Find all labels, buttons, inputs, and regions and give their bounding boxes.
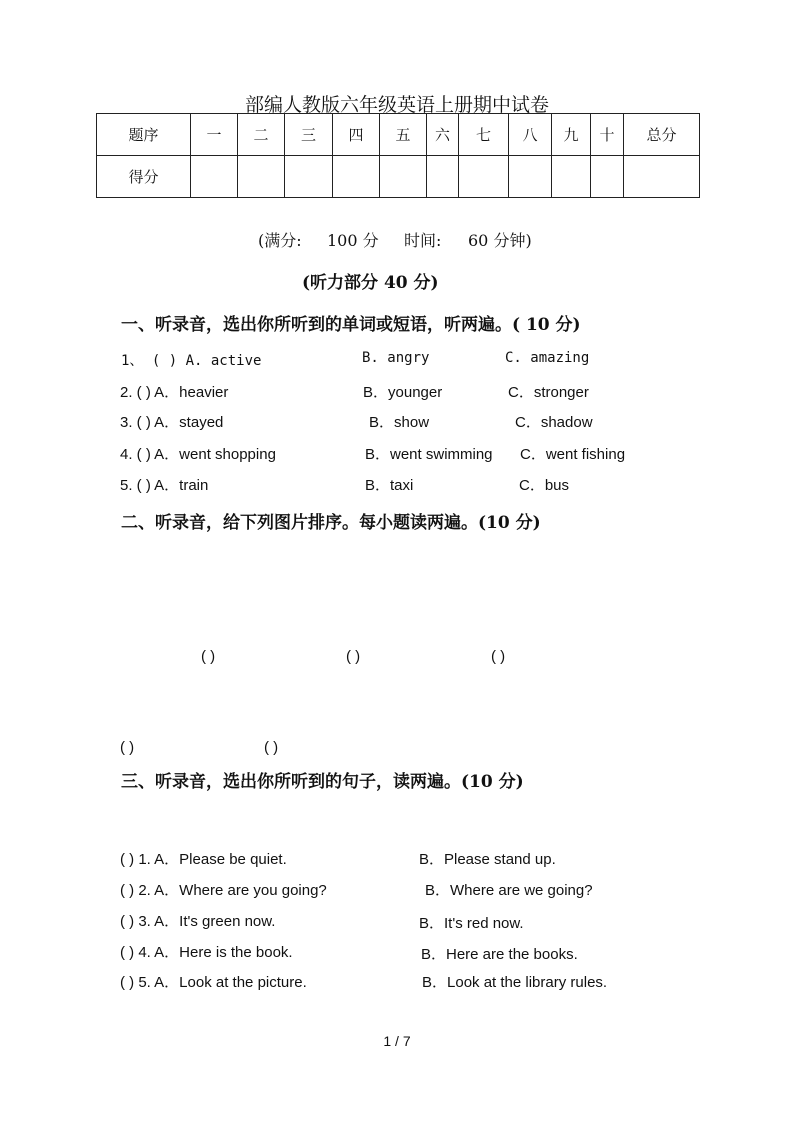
sentence-5-b: B．Look at the library rules. [422, 974, 608, 991]
question-5-c: C．bus [519, 477, 570, 494]
score-cell [333, 156, 380, 198]
header-cell: 三 [285, 114, 333, 156]
time-label: 时间: [404, 231, 442, 250]
row-label: 得分 [97, 156, 191, 198]
score-cell [624, 156, 700, 198]
score-cell [427, 156, 459, 198]
header-cell: 总分 [624, 114, 700, 156]
header-cell: 九 [552, 114, 591, 156]
picture-order-blank-5[interactable]: ( ) [264, 739, 279, 756]
score-cell [238, 156, 285, 198]
header-cell: 四 [333, 114, 380, 156]
score-cell [552, 156, 591, 198]
question-1-b: B. angry [362, 350, 430, 366]
score-cell [380, 156, 427, 198]
page-number: 1 / 7 [383, 1033, 411, 1049]
header-cell: 题序 [97, 114, 191, 156]
sentence-2-b: B．Where are we going? [425, 882, 593, 899]
picture-order-blank-3[interactable]: ( ) [491, 648, 506, 665]
score-cell [591, 156, 624, 198]
listening-part-label: (听力部分 40 分) [302, 273, 439, 293]
question-2-c: C．stronger [508, 384, 589, 401]
time-value: 60 分钟) [468, 231, 532, 250]
header-cell: 五 [380, 114, 427, 156]
header-cell: 八 [509, 114, 552, 156]
header-cell: 六 [427, 114, 459, 156]
section3-heading: 三、听录音，选出你所听到的句子，读两遍。(10 分) [121, 772, 524, 792]
question-5-b: B．taxi [365, 477, 414, 494]
section2-heading: 二、听录音，给下列图片排序。每小题读两遍。(10 分) [121, 513, 541, 533]
score-table-score-row [97, 156, 700, 198]
header-cell: 一 [191, 114, 238, 156]
sentence-4-a: ( ) 4. A．Here is the book. [120, 944, 293, 961]
sentence-5-a: ( ) 5. A．Look at the picture. [120, 974, 307, 991]
picture-order-blank-2[interactable]: ( ) [346, 648, 361, 665]
sentence-2-a: ( ) 2. A．Where are you going? [120, 882, 327, 899]
score-cell [509, 156, 552, 198]
question-2-a: 2. ( ) A．heavier [120, 384, 229, 401]
sentence-1-b: B．Please stand up. [419, 851, 556, 868]
question-3-a: 3. ( ) A．stayed [120, 414, 224, 431]
score-cell [285, 156, 333, 198]
sentence-3-a: ( ) 3. A．It's green now. [120, 913, 276, 930]
score-table [96, 113, 700, 198]
full-score-label: (满分: [258, 231, 302, 250]
question-4-c: C．went fishing [520, 446, 626, 463]
question-3-c: C．shadow [515, 414, 593, 431]
header-cell: 七 [459, 114, 509, 156]
header-cell: 二 [238, 114, 285, 156]
picture-order-blank-4[interactable]: ( ) [120, 739, 135, 756]
question-5-a: 5. ( ) A．train [120, 477, 209, 494]
full-score-value: 100 分 [327, 231, 379, 250]
score-cell [191, 156, 238, 198]
sentence-1-a: ( ) 1. A．Please be quiet. [120, 851, 287, 868]
sentence-3-b: B．It's red now. [419, 915, 524, 932]
page-title: 部编人教版六年级英语上册期中试卷 [244, 94, 549, 116]
section1-heading: 一、听录音，选出你所听到的单词或短语，听两遍。( 10 分) [121, 315, 581, 335]
sentence-4-b: B．Here are the books. [421, 946, 578, 963]
question-2-b: B．younger [363, 384, 443, 401]
question-1-a: 1、 ( ) A. active [121, 353, 262, 369]
question-3-b: B．show [369, 414, 430, 431]
question-4-a: 4. ( ) A．went shopping [120, 446, 276, 463]
score-table-header-row [97, 114, 700, 156]
score-cell [459, 156, 509, 198]
header-cell: 十 [591, 114, 624, 156]
question-4-b: B．went swimming [365, 446, 493, 463]
question-1-c: C. amazing [505, 350, 590, 366]
picture-order-blank-1[interactable]: ( ) [201, 648, 216, 665]
